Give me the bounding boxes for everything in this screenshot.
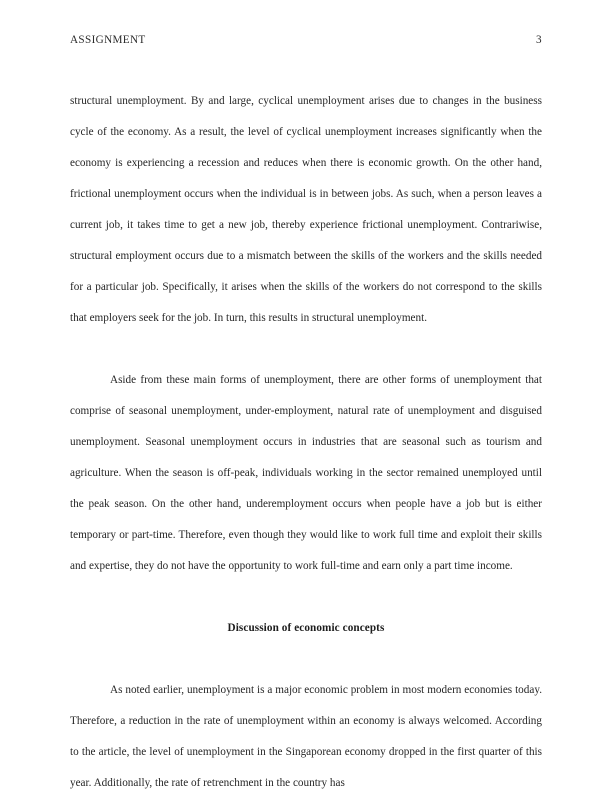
paragraph-other-forms-of-unemployment: Aside from these main forms of unemployment, there are other forms of unemployment that comprise of seasonal unemployment, under-employment, natural rate of unemployment and disguised unemployment. Seasonal unemployment occurs in industries that are seasonal such as tourism and agriculture. When the season is off-peak, individuals working in the sector remained unemployed until the peak season. On the other hand, underemployment occurs when people have a job but is either temporary or part-time. Therefore, even though they would like to work full time and exploit their skills and expertise, they do not have the opportunity to work full-time and earn only a part time income. [70,374,542,572]
running-header [70,34,542,52]
header-title: ASSIGNMENT [70,34,146,46]
document-body [70,86,542,792]
paragraph-continuation: structural unemployment. By and large, cyclical unemployment arises due to changes in the business cycle of the economy. As a result, the level of cyclical unemployment increases significantly when the economy is experiencing a recession and reduces when there is economic growth. On the other hand, frictional unemployment occurs when the individual is in between jobs. As such, when a person leaves a current job, it takes time to get a new job, thereby experience frictional unemployment. Contrariwise, structural employment occurs due to a mismatch between the skills of the workers and the skills needed for a particular job. Specifically, it arises when the skills of the workers do not correspond to the skills that employers seek for the job. In turn, this results in structural unemployment. [70,95,542,324]
page-number: 3 [536,34,542,46]
paragraph-discussion-intro: As noted earlier, unemployment is a major economic problem in most modern economies today. Therefore, a reduction in the rate of unemployment within an economy is always welcomed. According to the article, the level of unemployment in the Singaporean economy dropped in the first quarter of this year. Additionally, the rate of retrenchment in the country has [70,684,542,789]
section-heading-discussion: Discussion of economic concepts [227,622,385,634]
